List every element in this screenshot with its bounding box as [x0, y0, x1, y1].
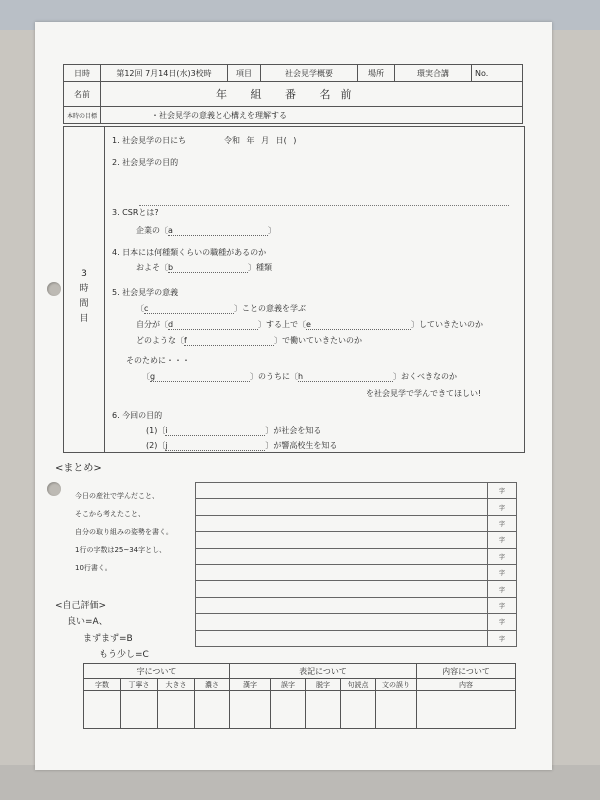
- place-label: 場所: [358, 65, 395, 82]
- col-kanji: 漢字: [230, 679, 271, 691]
- q5-f-pre: どのような〔: [136, 336, 184, 345]
- blank-a: a: [168, 226, 268, 236]
- eval-cell[interactable]: [417, 691, 516, 729]
- lesson-frame: [63, 126, 525, 453]
- char-suffix: 字: [488, 515, 517, 531]
- group-content: 内容について: [417, 664, 516, 679]
- name-field: 年 組 番 名前: [101, 82, 523, 107]
- char-suffix: 字: [488, 614, 517, 630]
- q5-tail: を社会見学で学んできてほしい!: [366, 389, 482, 398]
- q5-label: 5. 社会見学の意義: [112, 288, 179, 297]
- char-suffix: 字: [488, 630, 517, 646]
- q3-post: 〕: [268, 226, 276, 235]
- q6-i-pre: (1)〔: [146, 426, 166, 435]
- name-label: 名前: [64, 82, 101, 107]
- col-datsuji: 脱字: [306, 679, 341, 691]
- writing-cell[interactable]: [196, 597, 488, 613]
- q4-pre: およそ〔: [136, 263, 168, 272]
- eval-cell[interactable]: [376, 691, 417, 729]
- q4-blank-b: [136, 262, 272, 273]
- writing-cell[interactable]: [196, 614, 488, 630]
- writing-row: [196, 597, 517, 613]
- blank-g: g: [150, 372, 250, 382]
- instruction-line: 1行の字数は25~34字とし、: [75, 546, 167, 554]
- char-suffix: 字: [488, 499, 517, 515]
- summary-title: <まとめ>: [55, 463, 102, 474]
- col-bun-ayamari: 文の誤り: [376, 679, 417, 691]
- char-suffix: 字: [488, 564, 517, 580]
- self-eval-title: <自己評価>: [55, 601, 107, 611]
- char-suffix: 字: [488, 548, 517, 564]
- instruction-line: 10行書く。: [75, 564, 112, 572]
- instruction-line: 自分の取り組みの姿勢を書く。: [75, 528, 173, 536]
- period-char: 目: [79, 314, 89, 324]
- blank-e: e: [306, 320, 411, 330]
- q1-label: 1. 社会見学の日にち: [112, 136, 187, 145]
- q3-blank-a: [136, 225, 276, 236]
- q3-pre: 企業の〔: [136, 226, 168, 235]
- period-char: 3: [81, 269, 87, 279]
- writing-cell[interactable]: [196, 532, 488, 548]
- instruction-line: 今日の産社で学んだこと、: [75, 492, 159, 500]
- punch-hole-bottom: [47, 482, 61, 496]
- q1-date: 令和 年 月 日( ): [224, 136, 297, 145]
- writing-row: [196, 483, 517, 499]
- q5-blank-c: [136, 303, 306, 314]
- writing-row: [196, 532, 517, 548]
- eval-cell[interactable]: [195, 691, 230, 729]
- q6-blank-j: [146, 440, 337, 451]
- blank-f: f: [184, 336, 274, 346]
- eval-cell[interactable]: [158, 691, 195, 729]
- q5-d-pre: 自分が〔: [136, 320, 168, 329]
- char-suffix: 字: [488, 581, 517, 597]
- self-eval-a: 良い=A、: [67, 617, 108, 627]
- blank-j: j: [165, 441, 265, 451]
- writing-row: [196, 564, 517, 580]
- writing-cell[interactable]: [196, 630, 488, 646]
- q6-j-post: 〕が響高校生を知る: [265, 441, 338, 450]
- eval-cell[interactable]: [271, 691, 306, 729]
- writing-cell[interactable]: [196, 564, 488, 580]
- writing-row: [196, 548, 517, 564]
- period-label: [78, 267, 90, 327]
- q5-e-post: 〕していきたいのか: [411, 320, 483, 329]
- writing-row: [196, 499, 517, 515]
- col-jisu: 字数: [84, 679, 121, 691]
- group-notation: 表記について: [230, 664, 417, 679]
- item-label: 項目: [228, 65, 261, 82]
- q6-i-post: 〕が社会を知る: [265, 426, 322, 435]
- item-value: 社会見学概要: [261, 65, 358, 82]
- q5-g-pre: 〔: [142, 372, 150, 381]
- summary-instructions: [75, 487, 173, 577]
- eval-cell[interactable]: [121, 691, 158, 729]
- q5-blank-de: [136, 319, 483, 330]
- self-eval-c: もう少し=C: [99, 650, 149, 660]
- q5-blank-gh: [142, 371, 457, 382]
- writing-cell[interactable]: [196, 515, 488, 531]
- col-ookisa: 大きさ: [158, 679, 195, 691]
- date-label: 日時: [64, 65, 101, 82]
- q6-j-pre: (2)〔: [146, 441, 166, 450]
- no-label: No.: [472, 65, 523, 82]
- writing-row: [196, 581, 517, 597]
- col-kosa: 濃さ: [195, 679, 230, 691]
- writing-cell[interactable]: [196, 483, 488, 499]
- col-goji: 誤字: [271, 679, 306, 691]
- period-char: 間: [79, 299, 89, 309]
- q5-g-mid: 〕のうちに〔: [250, 372, 298, 381]
- date-value: 第12回 7月14日(水)3校時: [101, 65, 228, 82]
- sonotame-text: そのために・・・: [126, 356, 190, 365]
- q5-c-post: 〕ことの意義を学ぶ: [234, 304, 306, 313]
- period-char: 時: [79, 284, 89, 294]
- place-value: 環実合講: [395, 65, 472, 82]
- q4-post: 〕種類: [248, 263, 272, 272]
- q5-f-post: 〕で働いていきたいのか: [274, 336, 362, 345]
- q2-label: 2. 社会見学の目的: [112, 158, 179, 167]
- eval-cell[interactable]: [84, 691, 121, 729]
- worksheet-page: [35, 22, 552, 770]
- col-naiyou: 内容: [417, 679, 516, 691]
- q5-blank-f: [136, 335, 362, 346]
- q2-answer-line: [139, 205, 509, 206]
- col-kutouten: 句読点: [341, 679, 376, 691]
- blank-h: h: [298, 372, 393, 382]
- q3-label: 3. CSRとは?: [112, 208, 159, 217]
- desk-background-bottom: [0, 765, 600, 800]
- q5-c-pre: 〔: [136, 304, 144, 313]
- q5-h-post: 〕おくべきなのか: [393, 372, 457, 381]
- writing-cell[interactable]: [196, 581, 488, 597]
- blank-d: d: [168, 320, 258, 330]
- instruction-line: そこから考えたこと、: [75, 510, 145, 518]
- q5-d-mid: 〕する上で〔: [258, 320, 306, 329]
- eval-cell[interactable]: [306, 691, 341, 729]
- writing-cell[interactable]: [196, 499, 488, 515]
- frame-divider: [104, 127, 105, 452]
- blank-c: c: [144, 304, 234, 314]
- writing-row: [196, 614, 517, 630]
- self-eval-b: まずまず=B: [83, 634, 133, 644]
- q6-blank-i: [146, 425, 321, 436]
- writing-row: [196, 630, 517, 646]
- eval-cell[interactable]: [341, 691, 376, 729]
- eval-cell[interactable]: [230, 691, 271, 729]
- summary-writing-grid: [195, 482, 517, 647]
- punch-hole-top: [47, 282, 61, 296]
- blank-b: b: [168, 263, 248, 273]
- col-teinei: 丁寧さ: [121, 679, 158, 691]
- writing-row: [196, 515, 517, 531]
- goal-label: 本時の目標: [64, 107, 101, 124]
- q6-label: 6. 今回の目的: [112, 411, 163, 420]
- evaluation-table: [83, 663, 516, 729]
- char-suffix: 字: [488, 597, 517, 613]
- q4-label: 4. 日本には何種類くらいの職種があるのか: [112, 248, 267, 257]
- goal-value: ・社会見学の意義と心構えを理解する: [101, 107, 523, 124]
- blank-i: i: [165, 426, 265, 436]
- char-suffix: 字: [488, 483, 517, 499]
- writing-cell[interactable]: [196, 548, 488, 564]
- header-table: [63, 64, 523, 124]
- group-characters: 字について: [84, 664, 230, 679]
- char-suffix: 字: [488, 532, 517, 548]
